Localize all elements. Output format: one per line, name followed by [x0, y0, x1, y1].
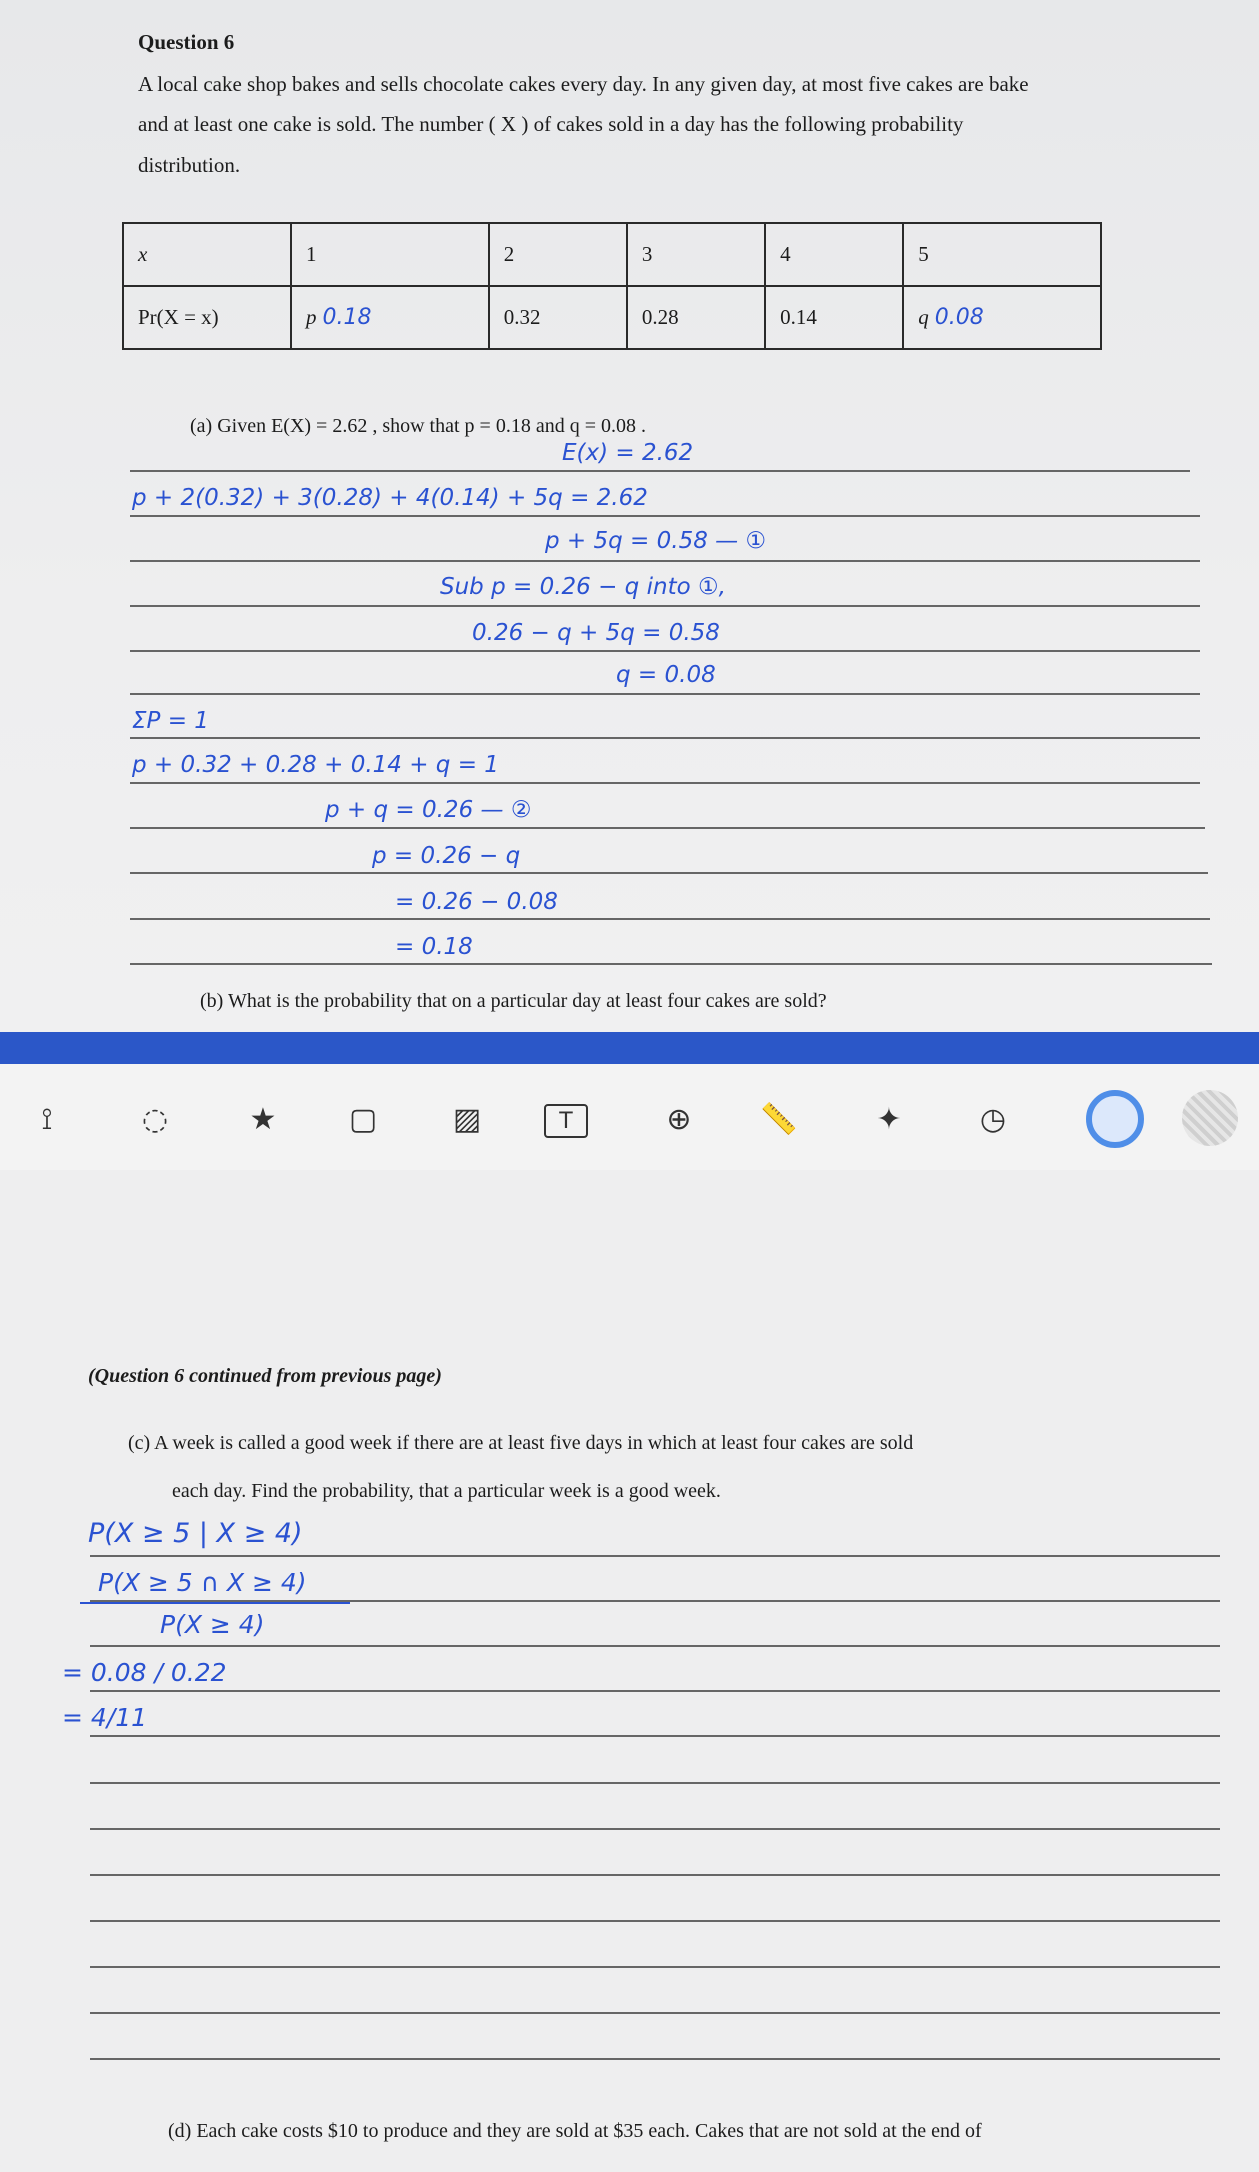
- work-line-a: p + 0.32 + 0.28 + 0.14 + q = 1: [132, 752, 499, 778]
- work-line-a: = 0.26 − 0.08: [395, 889, 558, 915]
- work-line-a: p = 0.26 − q: [372, 843, 521, 869]
- freeform-select-icon[interactable]: ◌: [141, 1101, 169, 1137]
- table-cell: Pr(X = x): [123, 286, 291, 349]
- table-cell: 0.32: [489, 286, 627, 349]
- answer-line: [130, 515, 1200, 517]
- part-c-line-1: (c) A week is called a good week if there are at least five days in which at least four cakes are sold: [128, 1432, 914, 1454]
- shape-star-icon[interactable]: ★: [249, 1101, 277, 1137]
- work-line-a: q = 0.08: [616, 662, 716, 688]
- answer-line: [90, 1874, 1220, 1876]
- work-line-a: p + q = 0.26 — ②: [325, 797, 532, 823]
- work-line-c: P(X ≥ 4): [160, 1610, 265, 1639]
- answer-line: [90, 1782, 1220, 1784]
- answer-line: [130, 872, 1208, 874]
- answer-line: [90, 1735, 1220, 1737]
- table-cell: 0.14: [765, 286, 903, 349]
- answer-line: [130, 560, 1200, 562]
- part-a-question: (a) Given E(X) = 2.62 , show that p = 0.18 and q = 0.08 .: [190, 415, 646, 437]
- toolbar-accent-bar: [0, 1032, 1259, 1064]
- table-cell: 0.28: [627, 286, 765, 349]
- answer-line: [90, 1966, 1220, 1968]
- answer-line: [130, 918, 1210, 920]
- worksheet-page-1: [0, 0, 1259, 1032]
- work-line-a: E(x) = 2.62: [562, 440, 694, 466]
- intro-line-1: A local cake shop bakes and sells chocolate cakes every day. In any given day, at most five cakes are bake: [138, 72, 1029, 96]
- work-line-c: = 4/11: [62, 1703, 148, 1732]
- answer-line: [90, 1555, 1220, 1557]
- table-cell: 3: [627, 223, 765, 286]
- pen-color-blue[interactable]: [1086, 1090, 1144, 1148]
- ruler-icon[interactable]: 📏: [760, 1101, 798, 1137]
- answer-line: [90, 1645, 1220, 1647]
- laser-pointer-icon[interactable]: ✦: [876, 1101, 902, 1137]
- image-icon[interactable]: ▨: [452, 1101, 482, 1137]
- table-row-prob: [123, 286, 1101, 349]
- answer-line: [130, 827, 1205, 829]
- cell-handwritten: 0.18: [322, 305, 372, 330]
- answer-line: [130, 782, 1200, 784]
- answer-line: [90, 1920, 1220, 1922]
- answer-line: [90, 1828, 1220, 1830]
- intro-line-2: and at least one cake is sold. The number ( X ) of cakes sold in a day has the following probability: [138, 112, 964, 136]
- zoom-photo-icon[interactable]: ⊕: [666, 1101, 692, 1137]
- table-cell: x: [123, 223, 291, 286]
- work-line-c: = 0.08 / 0.22: [62, 1658, 227, 1687]
- answer-line: [130, 737, 1200, 739]
- probability-distribution-table: [122, 222, 1102, 350]
- work-line-a: p + 2(0.32) + 3(0.28) + 4(0.14) + 5q = 2.62: [132, 485, 648, 511]
- answer-line: [90, 1690, 1220, 1692]
- answer-line: [130, 470, 1190, 472]
- table-cell: 1: [291, 223, 489, 286]
- lasso-select-icon[interactable]: ⟟: [41, 1101, 53, 1137]
- table-cell: [291, 286, 489, 349]
- table-cell: [903, 286, 1101, 349]
- answer-line: [130, 650, 1200, 652]
- work-line-a: ΣP = 1: [132, 708, 209, 734]
- answer-line: [90, 2058, 1220, 2060]
- work-line-c: P(X ≥ 5 ∩ X ≥ 4): [98, 1568, 307, 1597]
- table-row-x: [123, 223, 1101, 286]
- work-line-c: P(X ≥ 5 | X ≥ 4): [88, 1518, 303, 1549]
- part-c-line-2: each day. Find the probability, that a particular week is a good week.: [172, 1480, 721, 1502]
- table-cell: 4: [765, 223, 903, 286]
- intro-line-3: distribution.: [138, 153, 241, 177]
- cell-printed: q: [918, 305, 929, 329]
- part-b-question: (b) What is the probability that on a particular day at least four cakes are sold?: [200, 990, 827, 1012]
- cell-printed: p: [306, 305, 317, 329]
- part-d-question: (d) Each cake costs $10 to produce and they are sold at $35 each. Cakes that are not sold at the end of: [168, 2120, 982, 2142]
- worksheet-page-2: [0, 1170, 1259, 2172]
- continued-heading: (Question 6 continued from previous page): [88, 1365, 442, 1387]
- cell-handwritten: 0.08: [934, 305, 984, 330]
- work-line-a: = 0.18: [395, 934, 473, 960]
- work-line-a: 0.26 − q + 5q = 0.58: [472, 620, 720, 646]
- answer-line: [130, 693, 1200, 695]
- answer-line: [130, 963, 1212, 965]
- answer-line: [130, 605, 1200, 607]
- history-icon[interactable]: ◷: [979, 1101, 1007, 1137]
- work-line-a: p + 5q = 0.58 — ①: [545, 528, 767, 554]
- question-title: Question 6: [138, 30, 235, 54]
- fraction-bar: [80, 1602, 350, 1604]
- work-line-a: Sub p = 0.26 − q into ①,: [440, 574, 726, 600]
- sticky-note-icon[interactable]: ▢: [348, 1101, 378, 1137]
- table-cell: 2: [489, 223, 627, 286]
- table-cell: 5: [903, 223, 1101, 286]
- pen-color-highlighter[interactable]: [1182, 1090, 1238, 1146]
- answer-line: [90, 2012, 1220, 2014]
- text-tool-icon[interactable]: T: [544, 1104, 588, 1138]
- annotation-toolbar: [0, 1032, 1259, 1171]
